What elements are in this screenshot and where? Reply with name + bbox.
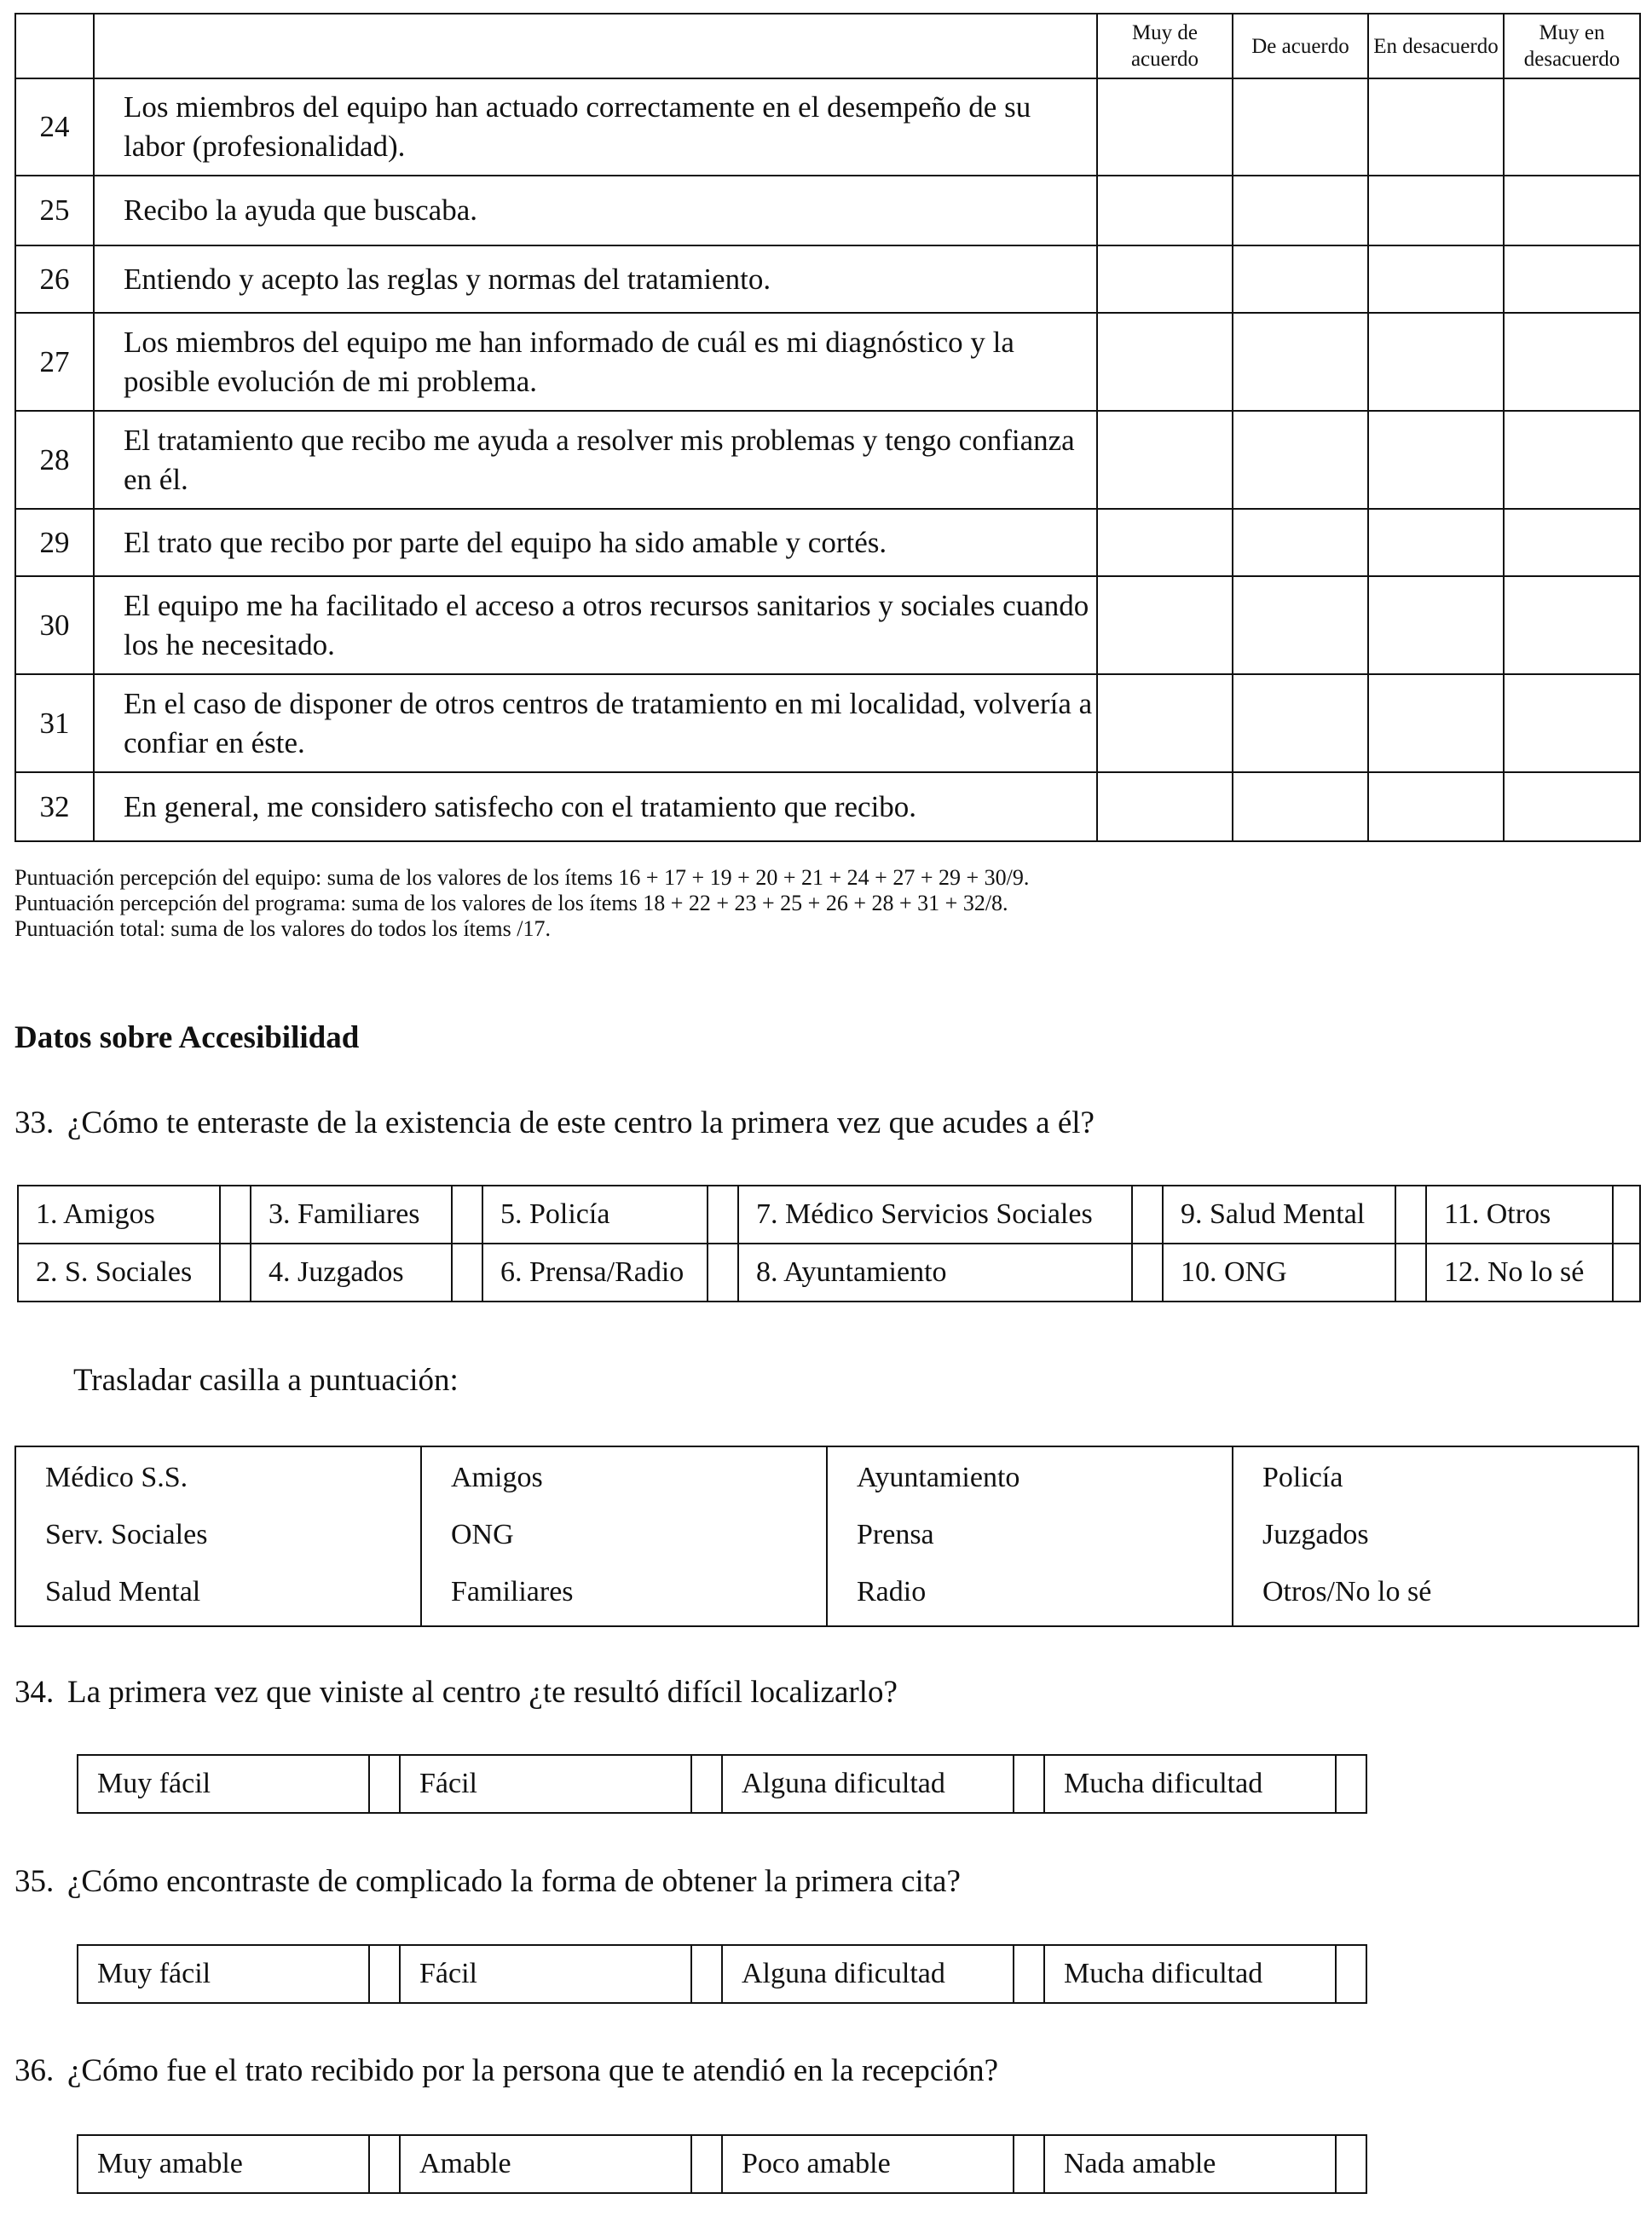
rating-row — [78, 1945, 1366, 2003]
option-label: 11. Otros — [1426, 1186, 1613, 1244]
q35-text: ¿Cómo encontraste de complicado la forma de obtener la primera cita? — [67, 1864, 961, 1899]
option-checkbox[interactable] — [369, 1945, 400, 2003]
answer-cell-de-acuerdo[interactable] — [1233, 772, 1368, 841]
q33-options — [17, 1185, 1641, 1302]
answer-cell-muy-de-acuerdo[interactable] — [1097, 674, 1233, 772]
header-muy-de-acuerdo: Muy de acuerdo — [1097, 14, 1233, 78]
header-en-desacuerdo: En desacuerdo — [1368, 14, 1504, 78]
q36-options — [77, 2134, 1367, 2194]
answer-cell-muy-en-desacuerdo[interactable] — [1504, 313, 1640, 411]
answer-cell-en-desacuerdo[interactable] — [1368, 176, 1504, 245]
q34-options — [77, 1754, 1367, 1814]
option-checkbox[interactable] — [1132, 1244, 1163, 1302]
answer-cell-en-desacuerdo[interactable] — [1368, 576, 1504, 674]
q36-text: ¿Cómo fue el trato recibido por la persona que te atendió en la recepción? — [67, 2053, 999, 2088]
answer-cell-muy-en-desacuerdo[interactable] — [1504, 78, 1640, 176]
option-label: 2. S. Sociales — [18, 1244, 220, 1302]
q33-row-1 — [18, 1186, 1640, 1244]
answer-cell-muy-de-acuerdo[interactable] — [1097, 78, 1233, 176]
item-statement: Los miembros del equipo han actuado correctamente en el desempeño de su labor (profesionalidad). — [94, 78, 1097, 176]
option-label: 7. Médico Servicios Sociales — [738, 1186, 1132, 1244]
option-label: Muy fácil — [78, 1755, 369, 1813]
q34-number: 34. — [14, 1675, 55, 1710]
score-item: ONG — [451, 1519, 514, 1550]
option-label: Amable — [400, 2135, 691, 2193]
option-checkbox[interactable] — [369, 2135, 400, 2193]
header-de-acuerdo: De acuerdo — [1233, 14, 1368, 78]
table-row — [15, 576, 1640, 674]
answer-cell-de-acuerdo[interactable] — [1233, 674, 1368, 772]
option-checkbox[interactable] — [1395, 1244, 1426, 1302]
item-statement: Recibo la ayuda que buscaba. — [94, 176, 1097, 245]
section-title: Datos sobre Accesibilidad — [14, 1020, 360, 1055]
table-row — [15, 411, 1640, 509]
option-checkbox[interactable] — [1336, 1755, 1366, 1813]
option-label: Fácil — [400, 1755, 691, 1813]
answer-cell-muy-de-acuerdo[interactable] — [1097, 576, 1233, 674]
option-checkbox[interactable] — [1336, 1945, 1366, 2003]
score-row — [15, 1446, 1638, 1626]
option-label: Nada amable — [1044, 2135, 1336, 2193]
answer-cell-muy-de-acuerdo[interactable] — [1097, 245, 1233, 313]
option-label: Fácil — [400, 1945, 691, 2003]
option-checkbox[interactable] — [452, 1186, 482, 1244]
option-checkbox[interactable] — [369, 1755, 400, 1813]
answer-cell-en-desacuerdo[interactable] — [1368, 245, 1504, 313]
answer-cell-muy-de-acuerdo[interactable] — [1097, 176, 1233, 245]
table-row — [15, 176, 1640, 245]
score-item: Salud Mental — [45, 1576, 201, 1608]
rating-row — [78, 1755, 1366, 1813]
q36-number: 36. — [14, 2053, 55, 2088]
score-column — [421, 1446, 827, 1626]
score-column — [827, 1446, 1233, 1626]
option-label: Muy amable — [78, 2135, 369, 2193]
score-item: Familiares — [451, 1576, 574, 1608]
table-row — [15, 313, 1640, 411]
option-checkbox[interactable] — [220, 1186, 251, 1244]
header-statement — [94, 14, 1097, 78]
answer-cell-de-acuerdo[interactable] — [1233, 245, 1368, 313]
answer-cell-en-desacuerdo[interactable] — [1368, 78, 1504, 176]
option-label: 12. No lo sé — [1426, 1244, 1613, 1302]
item-statement: El tratamiento que recibo me ayuda a resolver mis problemas y tengo confianza en él. — [94, 411, 1097, 509]
table-row — [15, 674, 1640, 772]
option-label: 5. Policía — [482, 1186, 708, 1244]
q33-text: ¿Cómo te enteraste de la existencia de este centro la primera vez que acudes a él? — [67, 1105, 1095, 1140]
answer-cell-en-desacuerdo[interactable] — [1368, 772, 1504, 841]
score-item: Médico S.S. — [45, 1462, 188, 1493]
q33-row-2 — [18, 1244, 1640, 1302]
table-row — [15, 509, 1640, 576]
option-checkbox[interactable] — [1014, 1755, 1044, 1813]
item-statement: El equipo me ha facilitado el acceso a otros recursos sanitarios y sociales cuando los he necesitado. — [94, 576, 1097, 674]
score-item: Policía — [1262, 1462, 1343, 1493]
answer-cell-en-desacuerdo[interactable] — [1368, 674, 1504, 772]
item-number: 28 — [15, 411, 94, 509]
option-label: 4. Juzgados — [251, 1244, 452, 1302]
score-item: Amigos — [451, 1462, 543, 1493]
table-row — [15, 772, 1640, 841]
answer-cell-muy-en-desacuerdo[interactable] — [1504, 245, 1640, 313]
table-row — [15, 78, 1640, 176]
option-label: Mucha dificultad — [1044, 1945, 1336, 2003]
q35-options — [77, 1944, 1367, 2004]
option-label: 9. Salud Mental — [1163, 1186, 1395, 1244]
answer-cell-muy-en-desacuerdo[interactable] — [1504, 176, 1640, 245]
scoring-notes — [14, 865, 1029, 942]
option-label: Mucha dificultad — [1044, 1755, 1336, 1813]
item-statement: Los miembros del equipo me han informado de cuál es mi diagnóstico y la posible evolución de mi problema. — [94, 313, 1097, 411]
option-label: 3. Familiares — [251, 1186, 452, 1244]
score-item: Ayuntamiento — [857, 1462, 1020, 1493]
item-number: 27 — [15, 313, 94, 411]
answer-cell-de-acuerdo[interactable] — [1233, 576, 1368, 674]
score-item: Otros/No lo sé — [1262, 1576, 1432, 1608]
option-checkbox[interactable] — [691, 1945, 722, 2003]
option-checkbox[interactable] — [708, 1186, 738, 1244]
option-checkbox[interactable] — [220, 1244, 251, 1302]
note-equipo: Puntuación percepción del equipo: suma de los valores de los ítems 16 + 17 + 19 + 20 + 21 + 24 + 27 + 29 + 30/9. — [14, 865, 1030, 890]
answer-cell-muy-en-desacuerdo[interactable] — [1504, 411, 1640, 509]
option-label: Muy fácil — [78, 1945, 369, 2003]
option-checkbox[interactable] — [1014, 2135, 1044, 2193]
header-row — [15, 14, 1640, 78]
score-item: Serv. Sociales — [45, 1519, 208, 1550]
note-total: Puntuación total: suma de los valores do todos los ítems /17. — [14, 916, 552, 941]
item-number: 30 — [15, 576, 94, 674]
option-label: Alguna dificultad — [722, 1945, 1014, 2003]
option-checkbox[interactable] — [1613, 1186, 1640, 1244]
answer-cell-muy-de-acuerdo[interactable] — [1097, 411, 1233, 509]
answer-cell-muy-de-acuerdo[interactable] — [1097, 509, 1233, 576]
score-item: Juzgados — [1262, 1519, 1369, 1550]
score-item: Prensa — [857, 1519, 934, 1550]
satisfaction-table — [14, 13, 1641, 842]
answer-cell-de-acuerdo[interactable] — [1233, 411, 1368, 509]
option-checkbox[interactable] — [691, 2135, 722, 2193]
answer-cell-muy-en-desacuerdo[interactable] — [1504, 576, 1640, 674]
header-number — [15, 14, 94, 78]
item-number: 24 — [15, 78, 94, 176]
q35-number: 35. — [14, 1864, 55, 1899]
answer-cell-en-desacuerdo[interactable] — [1368, 313, 1504, 411]
answer-cell-muy-en-desacuerdo[interactable] — [1504, 674, 1640, 772]
answer-cell-muy-en-desacuerdo[interactable] — [1504, 509, 1640, 576]
answer-cell-muy-en-desacuerdo[interactable] — [1504, 772, 1640, 841]
option-checkbox[interactable] — [1613, 1244, 1640, 1302]
answer-cell-de-acuerdo[interactable] — [1233, 509, 1368, 576]
score-column — [1233, 1446, 1638, 1626]
item-number: 32 — [15, 772, 94, 841]
option-checkbox[interactable] — [708, 1244, 738, 1302]
answer-cell-de-acuerdo[interactable] — [1233, 313, 1368, 411]
answer-cell-de-acuerdo[interactable] — [1233, 78, 1368, 176]
answer-cell-muy-de-acuerdo[interactable] — [1097, 772, 1233, 841]
q33-number: 33. — [14, 1105, 55, 1140]
rating-row — [78, 2135, 1366, 2193]
score-item: Radio — [857, 1576, 927, 1608]
answer-cell-muy-de-acuerdo[interactable] — [1097, 313, 1233, 411]
trasladar-label: Trasladar casilla a puntuación: — [73, 1363, 459, 1398]
option-checkbox[interactable] — [1132, 1186, 1163, 1244]
score-table — [14, 1446, 1639, 1627]
item-statement: El trato que recibo por parte del equipo ha sido amable y cortés. — [94, 509, 1097, 576]
score-column — [15, 1446, 421, 1626]
option-checkbox[interactable] — [1395, 1186, 1426, 1244]
header-muy-en-desacuerdo: Muy en desacuerdo — [1504, 14, 1640, 78]
table-row — [15, 245, 1640, 313]
item-statement: En general, me considero satisfecho con el tratamiento que recibo. — [94, 772, 1097, 841]
answer-cell-en-desacuerdo[interactable] — [1368, 509, 1504, 576]
option-checkbox[interactable] — [1336, 2135, 1366, 2193]
option-label: 6. Prensa/Radio — [482, 1244, 708, 1302]
answer-cell-de-acuerdo[interactable] — [1233, 176, 1368, 245]
option-checkbox[interactable] — [452, 1244, 482, 1302]
q34-text: La primera vez que viniste al centro ¿te resultó difícil localizarlo? — [67, 1675, 898, 1710]
item-statement: En el caso de disponer de otros centros de tratamiento en mi localidad, volvería a confiar en éste. — [94, 674, 1097, 772]
option-label: Alguna dificultad — [722, 1755, 1014, 1813]
item-statement: Entiendo y acepto las reglas y normas del tratamiento. — [94, 245, 1097, 313]
item-number: 25 — [15, 176, 94, 245]
option-label: 10. ONG — [1163, 1244, 1395, 1302]
option-checkbox[interactable] — [691, 1755, 722, 1813]
note-programa: Puntuación percepción del programa: suma de los valores de los ítems 18 + 22 + 23 + 25 + 26 + 28 + 31 + 32/8. — [14, 891, 1008, 915]
option-checkbox[interactable] — [1014, 1945, 1044, 2003]
item-number: 31 — [15, 674, 94, 772]
option-label: 8. Ayuntamiento — [738, 1244, 1132, 1302]
option-label: Poco amable — [722, 2135, 1014, 2193]
item-number: 29 — [15, 509, 94, 576]
answer-cell-en-desacuerdo[interactable] — [1368, 411, 1504, 509]
option-label: 1. Amigos — [18, 1186, 220, 1244]
item-number: 26 — [15, 245, 94, 313]
